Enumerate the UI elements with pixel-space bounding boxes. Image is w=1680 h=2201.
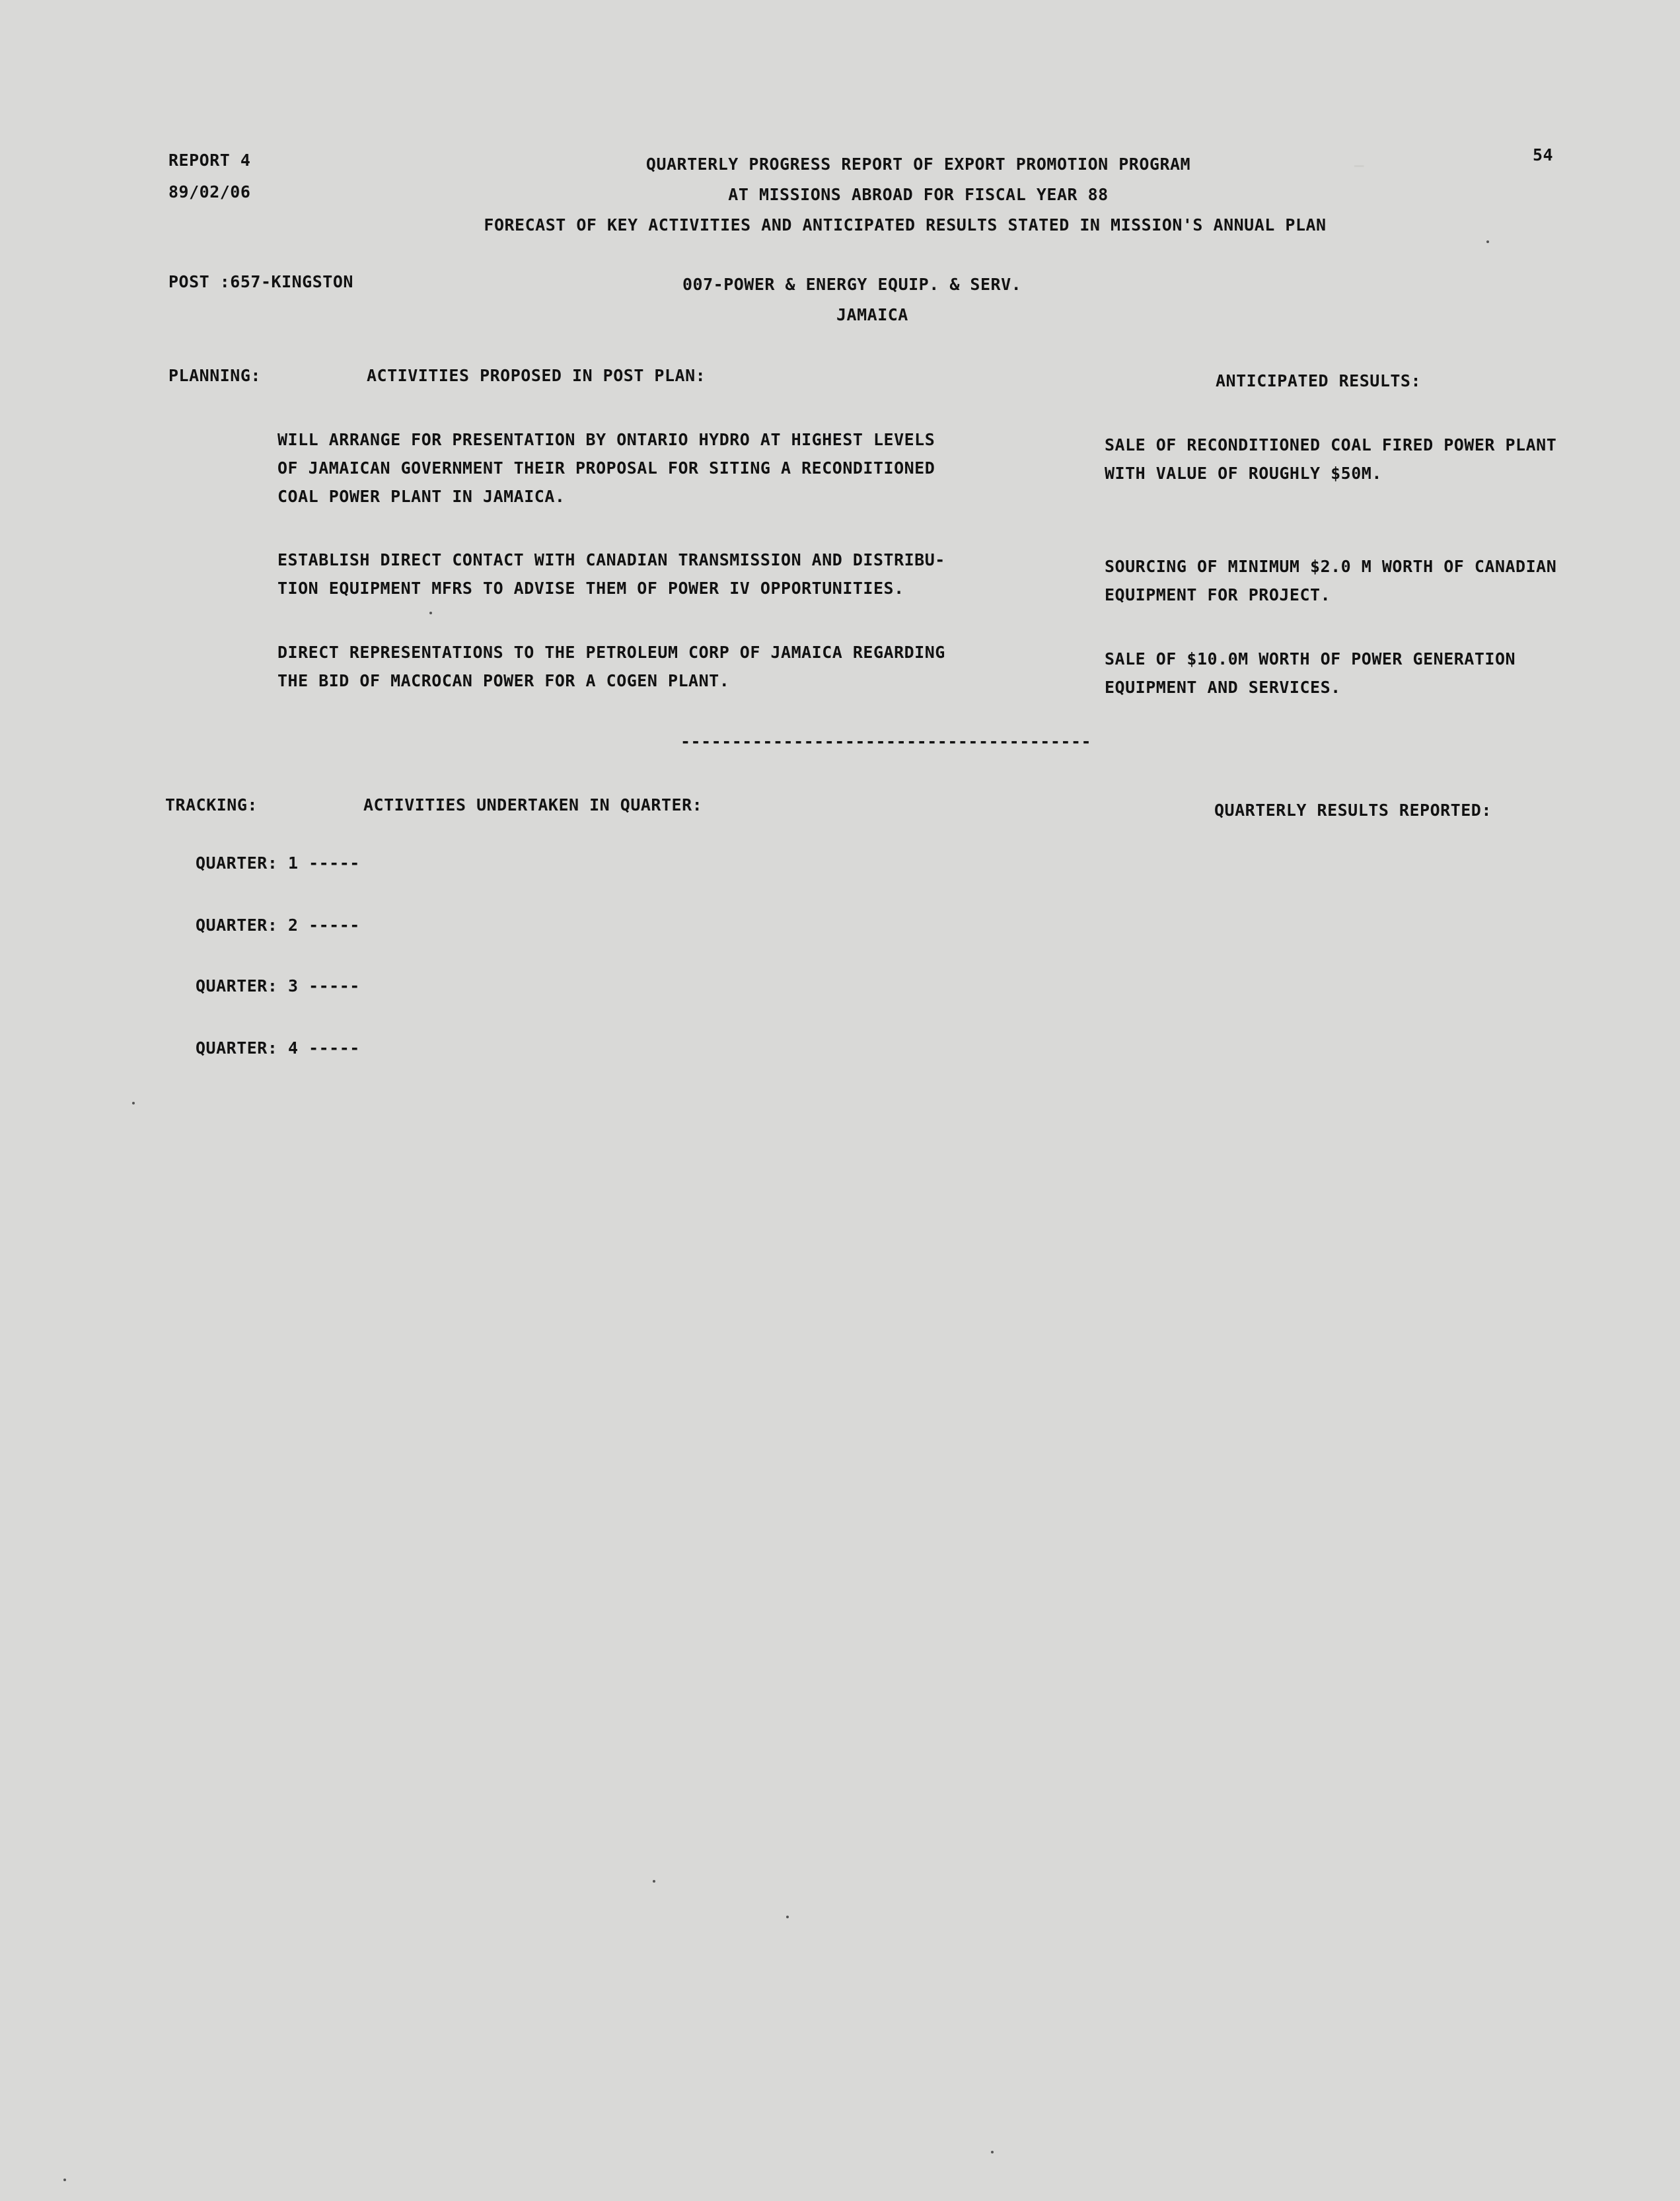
result-line: SALE OF RECONDITIONED COAL FIRED POWER PLANT — [1105, 435, 1557, 454]
activity-line: TION EQUIPMENT MFRS TO ADVISE THEM OF POWER IV OPPORTUNITIES. — [277, 579, 904, 598]
scan-speck — [786, 1916, 789, 1918]
planning-label: PLANNING: — [168, 366, 261, 385]
tracking-activities-heading: ACTIVITIES UNDERTAKEN IN QUARTER: — [363, 795, 703, 814]
activity-line: ESTABLISH DIRECT CONTACT WITH CANADIAN TRANSMISSION AND DISTRIBU- — [277, 550, 945, 569]
planning-activities-heading: ACTIVITIES PROPOSED IN POST PLAN: — [367, 366, 706, 385]
planned-activity-1 — [277, 425, 935, 511]
sector-label: 007-POWER & ENERGY EQUIP. & SERV. — [682, 275, 1022, 294]
scan-speck — [429, 612, 432, 614]
scan-speck — [653, 1880, 655, 1883]
activity-line: DIRECT REPRESENTATIONS TO THE PETROLEUM CORP OF JAMAICA REGARDING — [277, 643, 945, 662]
scan-speck — [991, 2151, 994, 2153]
tracking-results-heading: QUARTERLY RESULTS REPORTED: — [1214, 801, 1492, 820]
result-line: EQUIPMENT FOR PROJECT. — [1105, 585, 1331, 604]
activity-line: WILL ARRANGE FOR PRESENTATION BY ONTARIO HYDRO AT HIGHEST LEVELS — [277, 430, 935, 449]
report-description: FORECAST OF KEY ACTIVITIES AND ANTICIPATED RESULTS STATED IN MISSION'S ANNUAL PLAN — [484, 215, 1327, 235]
result-line: WITH VALUE OF ROUGHLY $50M. — [1105, 464, 1382, 483]
show-through-text: — — [1354, 156, 1364, 174]
section-divider: ---------------------------------------- — [680, 732, 1092, 751]
report-date: 89/02/06 — [168, 182, 251, 201]
scan-speck — [1486, 240, 1489, 243]
result-line: SALE OF $10.0M WORTH OF POWER GENERATION — [1105, 649, 1516, 668]
quarter-3-row: QUARTER: 3 ----- — [196, 976, 360, 995]
activity-line: OF JAMAICAN GOVERNMENT THEIR PROPOSAL FOR SITING A RECONDITIONED — [277, 458, 935, 478]
activity-line: THE BID OF MACROCAN POWER FOR A COGEN PLANT. — [277, 671, 730, 690]
quarter-1-row: QUARTER: 1 ----- — [196, 853, 360, 873]
report-number: REPORT 4 — [168, 151, 251, 170]
planning-results-heading: ANTICIPATED RESULTS: — [1216, 371, 1422, 390]
anticipated-result-3 — [1105, 645, 1516, 702]
scan-speck — [63, 2179, 66, 2181]
page-number: 54 — [1533, 145, 1554, 164]
scan-speck — [132, 1102, 135, 1104]
report-subtitle: AT MISSIONS ABROAD FOR FISCAL YEAR 88 — [728, 185, 1109, 204]
report-title: QUARTERLY PROGRESS REPORT OF EXPORT PROMOTION PROGRAM — [645, 155, 1191, 174]
result-line: SOURCING OF MINIMUM $2.0 M WORTH OF CANADIAN — [1105, 557, 1557, 576]
post-label: POST :657-KINGSTON — [168, 272, 353, 291]
anticipated-result-1 — [1105, 431, 1556, 487]
quarter-2-row: QUARTER: 2 ----- — [196, 916, 360, 935]
planned-activity-3 — [277, 638, 945, 695]
result-line: EQUIPMENT AND SERVICES. — [1105, 678, 1341, 697]
quarter-4-row: QUARTER: 4 ----- — [196, 1038, 360, 1058]
country-label: JAMAICA — [836, 305, 908, 324]
activity-line: COAL POWER PLANT IN JAMAICA. — [277, 487, 566, 506]
tracking-label: TRACKING: — [165, 795, 258, 814]
planned-activity-2 — [277, 546, 945, 602]
anticipated-result-2 — [1105, 552, 1556, 609]
